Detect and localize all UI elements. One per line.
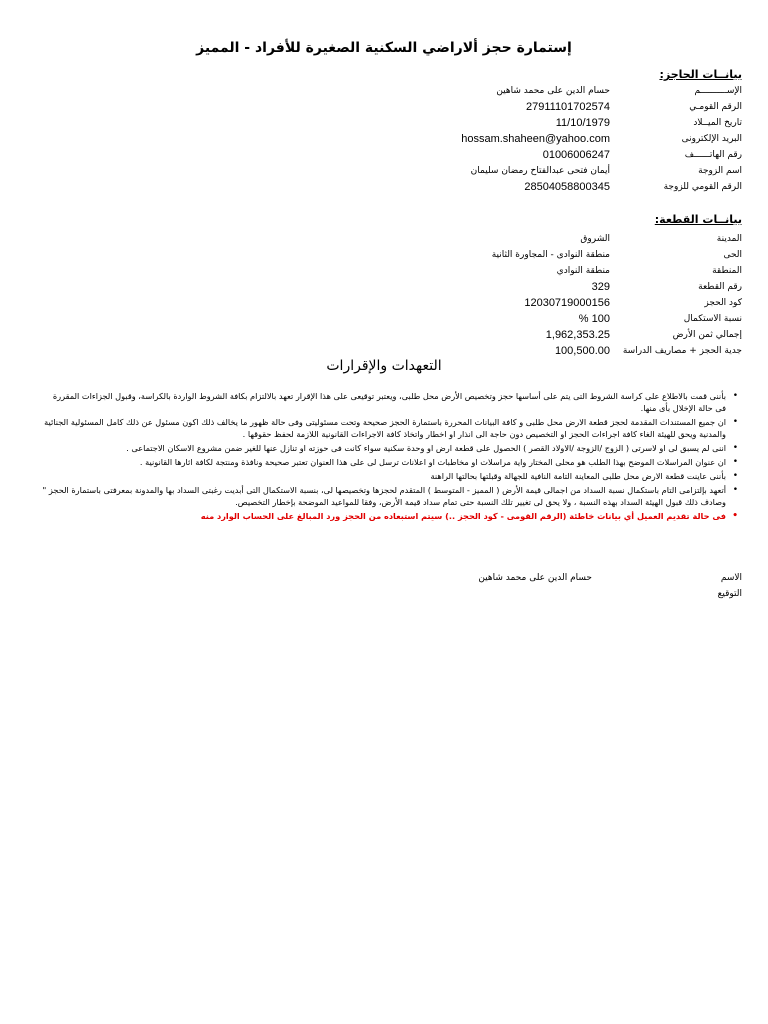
- pledge-item: • أتعهد بإلتزامى التام باستكمال نسبة السداد من اجمالى قيمة الأرض ( المميز - المتوسط ) المتقدم لحجزها وتخصيصها لى، بنسبة الاستكمال التى أبديت رغبتى السداد بها والمدونة بمعرفتى باستمارة الحجز " وصادف ذلك قبول الهيئة السداد بهذه النسبة ، ولا يحق لى تغيير تلك النسبة حتى تمام سداد قيمة الأرض، وفقا للمواعيد الموضحة بإخطار التخصيص.: [40, 484, 738, 508]
- plot-fields: [362, 231, 742, 359]
- field-label: تاريخ الميــلاد: [693, 118, 742, 128]
- pledge-item: • ان عنوان المراسلات الموضح بهذا الطلب هو محلى المختار واية مراسلات او مخاطبات او اعلانات ترسل لى على هذا العنوان تعتبر صحيحة ونافذة ومنتجة لكافة اثارها القانونية .: [40, 456, 738, 468]
- field-row: [362, 115, 742, 131]
- field-label: كود الحجز: [704, 298, 742, 308]
- field-label: البريد الإلكترونى: [681, 134, 742, 144]
- pledges-heading: التعهدات والإقرارات: [326, 358, 442, 374]
- field-label: المنطقة: [712, 266, 742, 276]
- field-row: [362, 327, 742, 343]
- signature-name-value: حسام الدين على محمد شاهين: [478, 573, 592, 583]
- field-row: [362, 343, 742, 359]
- field-row: [362, 131, 742, 147]
- field-label: الرقم القومي للزوجة: [663, 182, 742, 192]
- field-label: الرقم القومـي: [689, 102, 742, 112]
- field-row: [362, 179, 742, 195]
- signature-name-row: [342, 570, 742, 586]
- field-value: منطقة النوادى - المجاورة الثانية: [491, 250, 610, 260]
- signature-name-label: الاسم: [720, 573, 742, 583]
- field-row: [362, 83, 742, 99]
- field-row: [362, 163, 742, 179]
- field-value: 329: [591, 281, 610, 293]
- warning-pledge-item: • فى حالة تقديم العميل أي بيانات خاطئة (الرقم القومى - كود الحجز ..) سيتم استبعاده من الحجز ورد المبالغ على الحساب الوارد منه: [40, 510, 738, 522]
- field-value: 28504058800345: [524, 181, 610, 193]
- plot-section-heading: بيانــات القطعة:: [654, 213, 742, 226]
- pledge-item: • بأننى قمت بالاطلاع على كراسة الشروط التى يتم على أساسها حجز وتخصيص الأرض محل طلبى، ويعتبر توقيعى على هذا الإقرار تعهد بالالتزام بكافة الشروط الواردة بالكراسة، وقبول الجزاءات المقررة فى حالة الإخلال بأى منها.: [40, 390, 738, 414]
- field-value: أيمان فتحى عبدالفتاح رمضان سليمان: [470, 166, 610, 176]
- field-row: [362, 99, 742, 115]
- applicant-section-heading: بيانــات الحاجز:: [659, 68, 742, 81]
- field-label: جدية الحجز + مصاريف الدراسة: [622, 346, 742, 356]
- field-value: 01006006247: [542, 149, 610, 161]
- field-value: منطقة النوادي: [556, 266, 610, 276]
- field-value: 12030719000156: [524, 297, 610, 309]
- signature-sign-row: [342, 586, 742, 602]
- field-row: [362, 263, 742, 279]
- field-label: نسبة الاستكمال: [683, 314, 742, 324]
- field-label: الإســــــــــم: [694, 86, 742, 96]
- field-row: [362, 311, 742, 327]
- signature-sign-label: التوقيع: [717, 589, 742, 599]
- field-value: hossam.shaheen@yahoo.com: [461, 133, 610, 145]
- field-label: الحى: [723, 250, 742, 260]
- field-label: المدينة: [716, 234, 742, 244]
- field-value: 11/10/1979: [555, 117, 610, 129]
- field-label: رقم القطعة: [698, 282, 742, 292]
- field-value: الشروق: [580, 234, 610, 244]
- applicant-fields: [362, 83, 742, 195]
- field-row: [362, 279, 742, 295]
- field-label: إجمالي ثمن الأرض: [672, 330, 742, 340]
- field-value: 100 %: [578, 313, 610, 325]
- field-row: [362, 231, 742, 247]
- field-label: رقم الهاتــــــف: [684, 150, 742, 160]
- field-row: [362, 247, 742, 263]
- page-title: إستمارة حجز ألاراضي السكنية الصغيرة للأفراد - المميز: [196, 40, 572, 56]
- pledge-item: • اننى لم يسبق لى او لاسرتى ( الزوج /الزوجة /الاولاد القصر ) الحصول على قطعة ارض او وحدة سكنية سواء كانت فى حوزته او تنازل عنها للغير ضمن مشروع الاسكان الاجتماعى .: [40, 442, 738, 454]
- pledges-list: [40, 390, 738, 524]
- field-label: اسم الزوجة: [698, 166, 742, 176]
- field-row: [362, 147, 742, 163]
- pledge-item: • ان جميع المستندات المقدمة لحجز قطعة الارض محل طلبى و كافة البيانات المحررة باستمارة الحجز صحيحة وتحت مسئوليتى وفى حالة ظهور ما يخالف ذلك اكون مسئول عن ذلك كامل المسئولية الجنائية والمدنية ويحق للهيئة الغاء كافة اجراءات الحجز او التخصيص دون حاجة الى انذار او اخطار واتخاذ كافة الاجراءات القانونية اللازمة لحفظ حقوقها .: [40, 416, 738, 440]
- field-row: [362, 295, 742, 311]
- field-value: 1,962,353.25: [545, 329, 610, 341]
- field-value: حسام الدين على محمد شاهين: [496, 86, 610, 96]
- field-value: 100,500.00: [554, 345, 610, 357]
- pledge-item: • بأننى عاينت قطعة الارض محل طلبى المعاينة التامة النافية للجهالة وقبلتها بحالتها الراهنة: [40, 470, 738, 482]
- signature-block: [342, 570, 742, 602]
- field-value: 27911101702574: [525, 101, 610, 113]
